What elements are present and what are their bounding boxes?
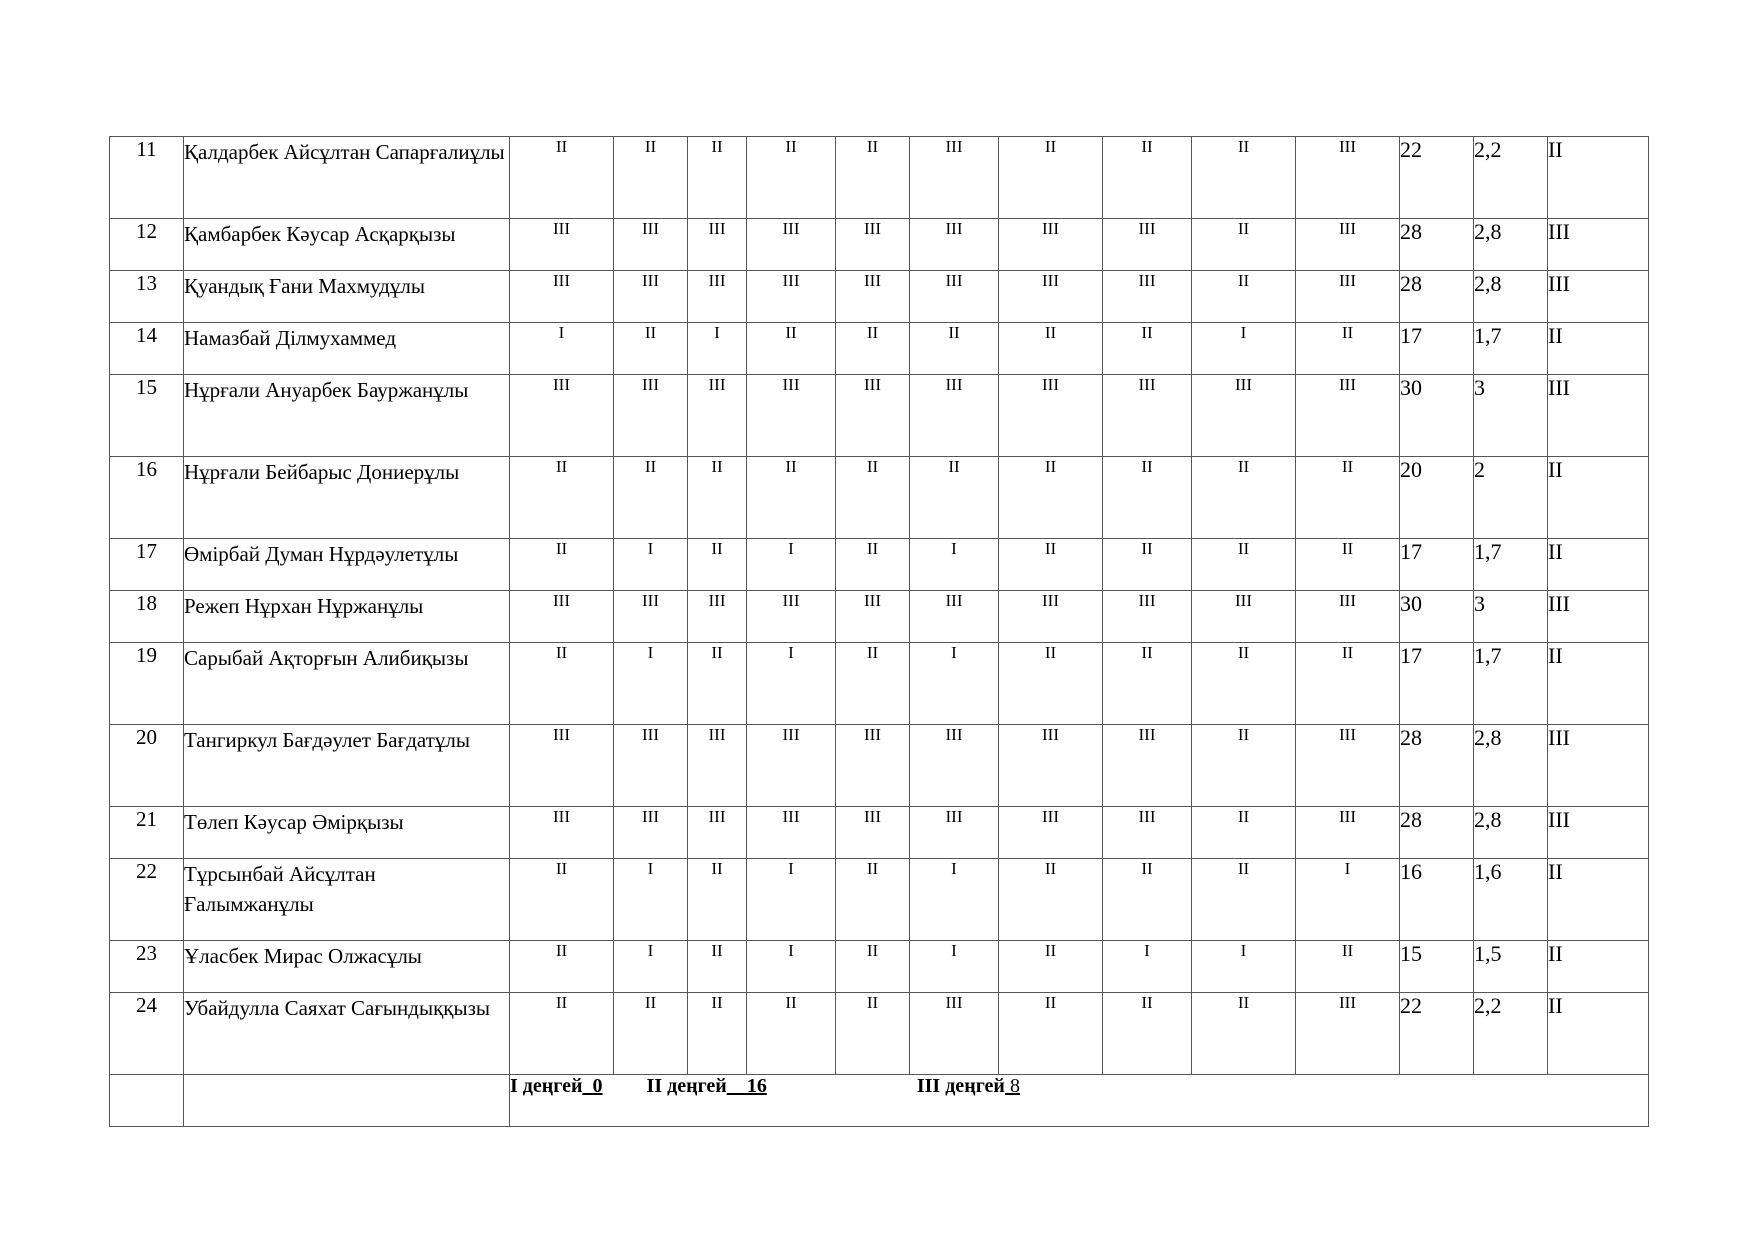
average-score: 1,5 [1474,941,1548,993]
final-level: III [1548,725,1649,807]
criterion-level: III [1103,271,1192,323]
criterion-level: III [999,271,1103,323]
criterion-level: III [1192,591,1296,643]
table-row [110,591,1649,643]
criterion-level: II [747,993,836,1075]
average-score: 1,7 [1474,643,1548,725]
criterion-level: II [1192,539,1296,591]
level2-count: __16 [726,1075,767,1097]
criterion-level: II [1296,457,1400,539]
criterion-level: II [1192,457,1296,539]
criterion-level: II [999,941,1103,993]
criterion-level: II [510,859,614,941]
average-score: 3 [1474,375,1548,457]
criterion-level: III [747,271,836,323]
average-score: 2,8 [1474,271,1548,323]
criterion-level: III [688,375,747,457]
criterion-level: II [688,539,747,591]
criterion-level: II [747,137,836,219]
table-row [110,643,1649,725]
criterion-level: III [999,219,1103,271]
criterion-level: II [999,643,1103,725]
criterion-level: I [1103,941,1192,993]
criterion-level: II [1296,539,1400,591]
final-level: III [1548,375,1649,457]
criterion-level: II [1192,643,1296,725]
criterion-level: I [614,643,688,725]
total-score: 17 [1400,539,1474,591]
criterion-level: III [1192,375,1296,457]
criterion-level: III [1103,807,1192,859]
table-row [110,859,1649,941]
criterion-level: II [1192,993,1296,1075]
average-score: 2 [1474,457,1548,539]
final-level: II [1548,323,1649,375]
row-number: 20 [110,725,184,807]
row-number: 22 [110,859,184,941]
criterion-level: II [1103,993,1192,1075]
final-level: III [1548,591,1649,643]
criterion-level: III [910,375,999,457]
table-row [110,725,1649,807]
table-row [110,539,1649,591]
criterion-level: III [688,271,747,323]
criterion-level: II [1103,323,1192,375]
table-row [110,137,1649,219]
average-score: 1,6 [1474,859,1548,941]
criterion-level: I [747,941,836,993]
table-row [110,375,1649,457]
criterion-level: II [1192,137,1296,219]
row-number: 16 [110,457,184,539]
criterion-level: III [747,725,836,807]
table-row [110,457,1649,539]
criterion-level: III [688,591,747,643]
criterion-level: II [688,643,747,725]
criterion-level: III [510,219,614,271]
criterion-level: III [747,219,836,271]
criterion-level: II [836,323,910,375]
final-level: III [1548,271,1649,323]
summary-name-cell [184,1075,510,1127]
student-name: Ұласбек Мирас Олжасұлы [184,941,510,993]
criterion-level: III [1296,137,1400,219]
criterion-level: II [1192,859,1296,941]
criterion-level: III [510,725,614,807]
row-number: 21 [110,807,184,859]
criterion-level: II [510,941,614,993]
criterion-level: II [1296,941,1400,993]
criterion-level: II [836,539,910,591]
summary-row [110,1075,1649,1127]
student-name: Қуандық Ғани Махмудұлы [184,271,510,323]
total-score: 30 [1400,375,1474,457]
criterion-level: II [1103,539,1192,591]
criterion-level: III [1296,993,1400,1075]
criterion-level: II [910,323,999,375]
criterion-level: II [688,859,747,941]
criterion-level: III [688,725,747,807]
criterion-level: III [999,375,1103,457]
criterion-level: I [688,323,747,375]
criterion-level: II [614,323,688,375]
level1-count: _0 [582,1075,603,1097]
criterion-level: III [836,725,910,807]
criterion-level: III [510,375,614,457]
total-score: 28 [1400,271,1474,323]
criterion-level: III [510,591,614,643]
summary-num-cell [110,1075,184,1127]
criterion-level: III [1296,219,1400,271]
row-number: 12 [110,219,184,271]
final-level: II [1548,457,1649,539]
criterion-level: II [836,137,910,219]
criterion-level: II [1103,859,1192,941]
total-score: 16 [1400,859,1474,941]
final-level: II [1548,137,1649,219]
criterion-level: III [747,807,836,859]
criterion-level: II [999,539,1103,591]
criterion-level: II [836,993,910,1075]
criterion-level: III [1103,591,1192,643]
criterion-level: III [836,375,910,457]
criterion-level: III [688,219,747,271]
criterion-level: II [614,993,688,1075]
criterion-level: III [1103,725,1192,807]
results-table [109,136,1649,1127]
table-row [110,807,1649,859]
criterion-level: III [910,219,999,271]
criterion-level: III [614,375,688,457]
criterion-level: I [614,539,688,591]
criterion-level: I [910,859,999,941]
criterion-level: I [747,859,836,941]
total-score: 22 [1400,993,1474,1075]
criterion-level: III [999,725,1103,807]
criterion-level: III [688,807,747,859]
criterion-level: II [999,457,1103,539]
final-level: II [1548,539,1649,591]
criterion-level: III [510,271,614,323]
average-score: 3 [1474,591,1548,643]
criterion-level: II [510,539,614,591]
final-level: II [1548,941,1649,993]
average-score: 2,2 [1474,137,1548,219]
final-level: III [1548,807,1649,859]
total-score: 17 [1400,643,1474,725]
criterion-level: III [999,591,1103,643]
student-name: Тұрсынбай Айсұлтан Ғалымжанұлы [184,859,510,941]
criterion-level: II [1103,137,1192,219]
criterion-level: II [510,457,614,539]
level3-summary: III деңгей 8 [916,1075,1020,1097]
student-name: Қалдарбек Айсұлтан Сапарғалиұлы [184,137,510,219]
student-name: Режеп Нұрхан Нұржанұлы [184,591,510,643]
criterion-level: II [999,859,1103,941]
criterion-level: III [614,807,688,859]
average-score: 2,8 [1474,219,1548,271]
criterion-level: II [1192,271,1296,323]
row-number: 17 [110,539,184,591]
criterion-level: II [510,643,614,725]
student-name: Төлеп Кәусар Әмірқызы [184,807,510,859]
criterion-level: I [747,643,836,725]
criterion-level: II [910,457,999,539]
criterion-level: II [836,457,910,539]
table-body [110,137,1649,1075]
table-row [110,219,1649,271]
criterion-level: I [910,643,999,725]
average-score: 2,8 [1474,807,1548,859]
criterion-level: II [688,941,747,993]
total-score: 28 [1400,219,1474,271]
student-name: Нұрғали Бейбарыс Дониерұлы [184,457,510,539]
criterion-level: II [688,137,747,219]
row-number: 18 [110,591,184,643]
criterion-level: III [1296,591,1400,643]
criterion-level: II [999,993,1103,1075]
total-score: 22 [1400,137,1474,219]
criterion-level: I [614,941,688,993]
average-score: 1,7 [1474,539,1548,591]
row-number: 19 [110,643,184,725]
row-number: 24 [110,993,184,1075]
criterion-level: II [614,457,688,539]
criterion-level: II [1192,725,1296,807]
criterion-level: II [688,993,747,1075]
final-level: III [1548,219,1649,271]
total-score: 28 [1400,807,1474,859]
row-number: 11 [110,137,184,219]
table-row [110,323,1649,375]
student-name: Сарыбай Ақторғын Алибиқызы [184,643,510,725]
criterion-level: III [510,807,614,859]
total-score: 15 [1400,941,1474,993]
criterion-level: II [614,137,688,219]
criterion-level: II [510,137,614,219]
level-summary [510,1075,1649,1127]
criterion-level: III [836,591,910,643]
table-row [110,941,1649,993]
criterion-level: I [1192,941,1296,993]
student-name: Нұрғали Ануарбек Бауржанұлы [184,375,510,457]
criterion-level: II [747,457,836,539]
criterion-level: II [510,993,614,1075]
criterion-level: II [999,323,1103,375]
criterion-level: II [836,859,910,941]
total-score: 20 [1400,457,1474,539]
criterion-level: III [1296,375,1400,457]
student-name: Убайдулла Саяхат Сағындыққызы [184,993,510,1075]
criterion-level: III [910,137,999,219]
criterion-level: III [999,807,1103,859]
criterion-level: III [1296,725,1400,807]
table-row [110,993,1649,1075]
criterion-level: II [836,941,910,993]
criterion-level: III [836,271,910,323]
criterion-level: III [1296,807,1400,859]
criterion-level: III [836,807,910,859]
criterion-level: III [614,725,688,807]
criterion-level: II [1296,323,1400,375]
student-name: Тангиркул Бағдәулет Бағдатұлы [184,725,510,807]
level2-summary: II деңгей__16 [646,1075,767,1097]
total-score: 30 [1400,591,1474,643]
criterion-level: I [1192,323,1296,375]
table-row [110,271,1649,323]
average-score: 2,2 [1474,993,1548,1075]
criterion-level: II [999,137,1103,219]
row-number: 14 [110,323,184,375]
criterion-level: III [1103,219,1192,271]
criterion-level: I [747,539,836,591]
criterion-level: III [910,993,999,1075]
row-number: 15 [110,375,184,457]
student-name: Қамбарбек Кәусар Асқарқызы [184,219,510,271]
final-level: II [1548,643,1649,725]
criterion-level: II [1103,457,1192,539]
criterion-level: II [747,323,836,375]
criterion-level: I [910,941,999,993]
criterion-level: III [747,591,836,643]
student-name: Өмірбай Думан Нұрдәулетұлы [184,539,510,591]
criterion-level: II [1103,643,1192,725]
criterion-level: I [1296,859,1400,941]
criterion-level: III [614,591,688,643]
criterion-level: III [910,725,999,807]
total-score: 28 [1400,725,1474,807]
criterion-level: I [910,539,999,591]
criterion-level: III [747,375,836,457]
row-number: 13 [110,271,184,323]
criterion-level: III [910,271,999,323]
criterion-level: II [836,643,910,725]
criterion-level: III [910,807,999,859]
average-score: 1,7 [1474,323,1548,375]
row-number: 23 [110,941,184,993]
criterion-level: I [614,859,688,941]
criterion-level: II [688,457,747,539]
criterion-level: III [614,219,688,271]
student-name: Намазбай Ділмухаммед [184,323,510,375]
average-score: 2,8 [1474,725,1548,807]
criterion-level: II [1192,807,1296,859]
criterion-level: III [836,219,910,271]
criterion-level: III [1296,271,1400,323]
criterion-level: I [510,323,614,375]
level1-summary: I деңгей_0 [510,1075,603,1097]
criterion-level: III [910,591,999,643]
final-level: II [1548,993,1649,1075]
final-level: II [1548,859,1649,941]
criterion-level: II [1192,219,1296,271]
criterion-level: III [614,271,688,323]
level3-count: 8 [1004,1075,1020,1097]
criterion-level: III [1103,375,1192,457]
criterion-level: II [1296,643,1400,725]
total-score: 17 [1400,323,1474,375]
